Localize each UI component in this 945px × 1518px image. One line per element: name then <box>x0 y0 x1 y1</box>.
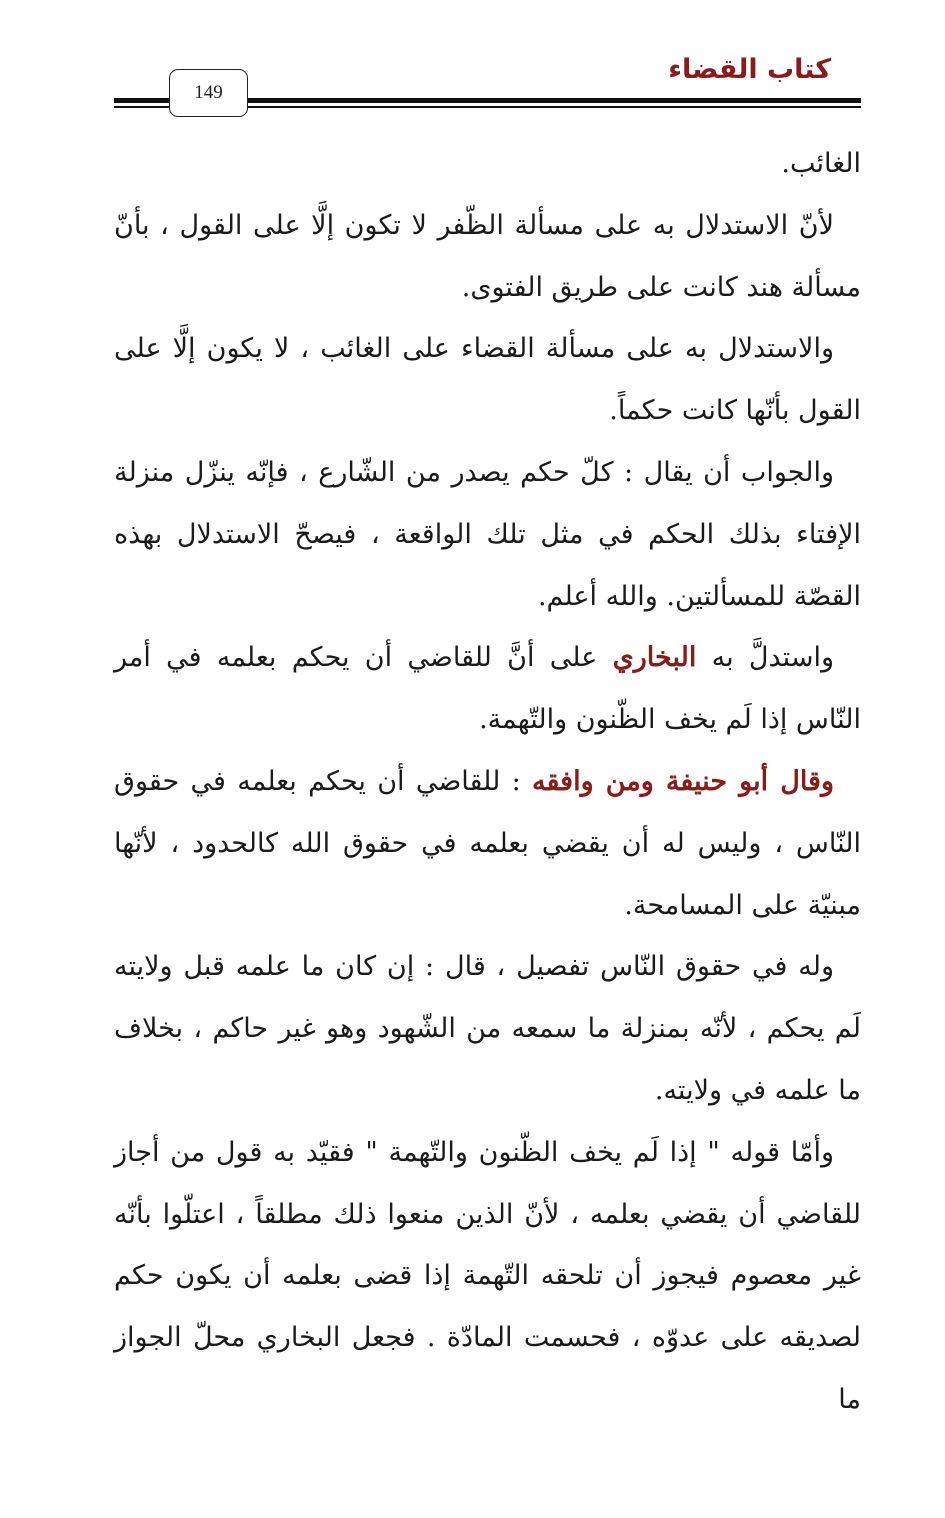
paragraph <box>114 627 861 751</box>
paragraph <box>114 751 861 936</box>
paragraph: وله في حقوق النّاس تفصيل ، قال : إن كان ما علمه قبل ولايته لَم يحكم ، لأنّه بمنزلة ما سمعه من الشّهود وهو غير حاكم ، بخلاف ما علمه في ولايته. <box>114 951 861 1106</box>
paragraph-text: واستدلَّ به <box>696 642 834 674</box>
paragraph-text: : للقاضي أن يحكم بعلمه في حقوق النّاس ، وليس له أن يقضي بعلمه في حقوق الله كالحدود ، لأنّها مبنيّة على المسامحة. <box>114 765 861 921</box>
paragraph: وأمّا قوله " إذا لَم يخف الظّنون والتّهمة " فقيّد به قول من أجاز للقاضي أن يقضي بعلمه ، لأنّ الذين منعوا ذلك مطلقاً ، اعتلّوا بأنّه غير معصوم فيجوز أن تلحقه التّهمة إذا قضى بعلمه أن يكون حكم لصديقه على عدوّه ، فحسمت المادّة . فجعل البخاري محلّ الجواز ما <box>114 1136 861 1415</box>
highlighted-name-abu-hanifa: وقال أبو حنيفة ومن وافقه <box>532 765 834 797</box>
paragraph: والاستدلال به على مسألة القضاء على الغائب ، لا يكون إلَّا على القول بأنّها كانت حكماً. <box>114 333 861 427</box>
page-text-body <box>114 133 861 1431</box>
paragraph: لأنّ الاستدلال به على مسألة الظّفر لا تكون إلَّا على القول ، بأنّ مسألة هند كانت على طريق الفتوى. <box>114 209 861 303</box>
page-number: 149 <box>169 69 248 117</box>
paragraph: والجواب أن يقال : كلّ حكم يصدر من الشّارع ، فإنّه ينزّل منزلة الإفتاء بذلك الحكم في مثل تلك الواقعة ، فيصحّ الاستدلال بهذه القصّة للمسألتين. والله أعلم. <box>114 456 861 612</box>
paragraph-text: على أنَّ للقاضي أن يحكم بعلمه في أمر النّاس إذا لَم يخف الظّنون والتّهمة. <box>114 642 861 736</box>
paragraph-continuation: الغائب. <box>781 148 861 179</box>
highlighted-name-bukhari: البخاري <box>612 642 697 674</box>
book-title: كتاب القضاء <box>668 54 831 85</box>
